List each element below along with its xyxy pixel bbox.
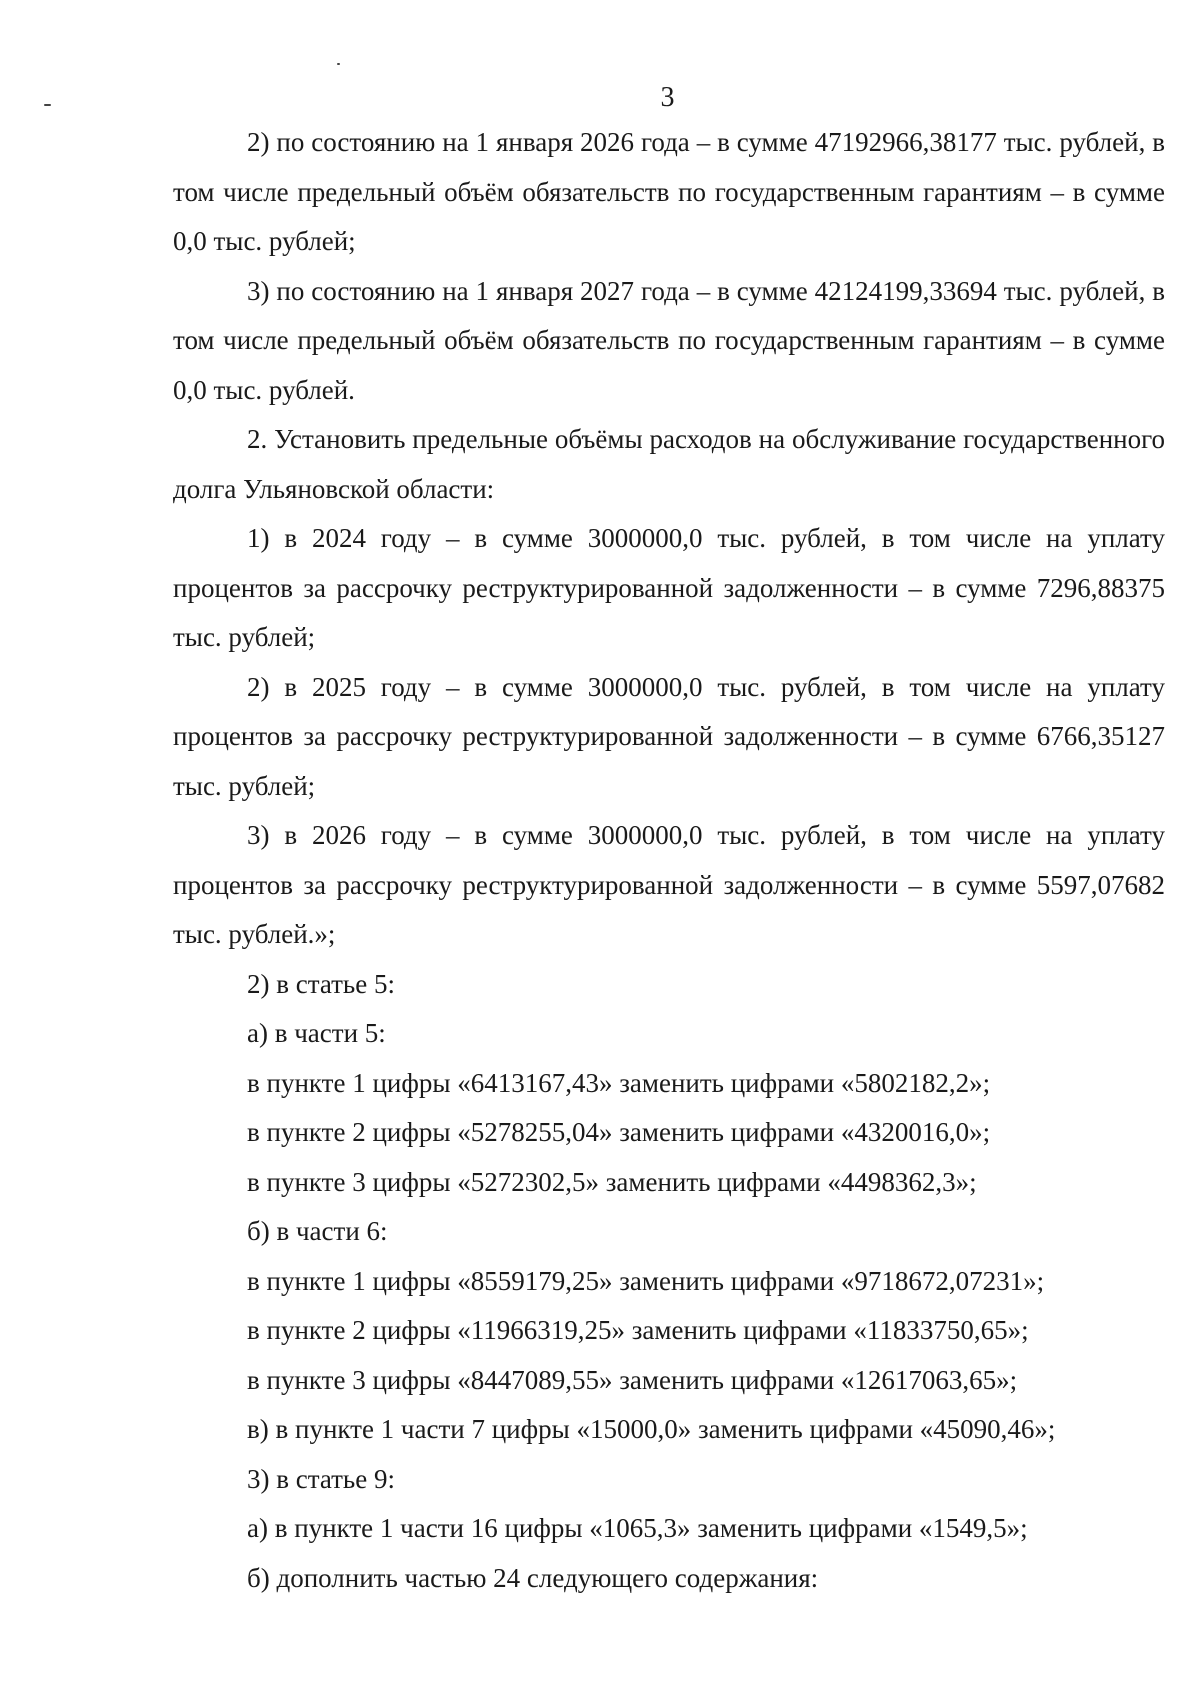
paragraph-article-5-part-5: а) в части 5: — [247, 1018, 386, 1048]
page-number: 3 — [660, 82, 675, 113]
paragraph-section-2-intro: 2. Установить предельные объёмы расходов на обслуживание государственного долга Ульяновской области: — [173, 424, 1165, 504]
scan-speck — [337, 63, 340, 65]
paragraph-expenses-2026: 3) в 2026 году – в сумме 3000000,0 тыс. рублей, в том числе на уплату процентов за рассрочку реструктурированной задолженности – в сумме 5597,07682 тыс. рублей.»; — [173, 820, 1165, 949]
paragraph-part-6-item-2: в пункте 2 цифры «11966319,25» заменить цифрами «11833750,65»; — [247, 1315, 1029, 1345]
paragraph-part-16-item-1: а) в пункте 1 части 16 цифры «1065,3» заменить цифрами «1549,5»; — [247, 1513, 1028, 1543]
paragraph-expenses-2024: 1) в 2024 году – в сумме 3000000,0 тыс. рублей, в том числе на уплату процентов за рассрочку реструктурированной задолженности – в сумме 7296,88375 тыс. рублей; — [173, 523, 1165, 652]
paragraph-debt-limit-2026: 2) по состоянию на 1 января 2026 года – в сумме 47192966,38177 тыс. рублей, в том числе предельный объём обязательств по государственным гарантиям – в сумме 0,0 тыс. рублей; — [173, 127, 1165, 256]
paragraph-expenses-2025: 2) в 2025 году – в сумме 3000000,0 тыс. рублей, в том числе на уплату процентов за рассрочку реструктурированной задолженности – в сумме 6766,35127 тыс. рублей; — [173, 671, 1165, 801]
paragraph-part-6-item-3: в пункте 3 цифры «8447089,55» заменить цифрами «12617063,65»; — [247, 1364, 1018, 1395]
paragraph-article-5-part-6: б) в части 6: — [247, 1216, 388, 1246]
paragraph-article-5: 2) в статье 5: — [247, 968, 395, 999]
paragraph-article-9: 3) в статье 9: — [247, 1463, 395, 1494]
paragraph-part-5-item-1: в пункте 1 цифры «6413167,43» заменить цифрами «5802182,2»; — [247, 1067, 991, 1098]
paragraph-debt-limit-2027: 3) по состоянию на 1 января 2027 года – в сумме 42124199,33694 тыс. рублей, в том числе предельный объём обязательств по государственным гарантиям – в сумме 0,0 тыс. рублей. — [173, 275, 1165, 405]
paragraph-add-part-24: б) дополнить частью 24 следующего содержания: — [247, 1562, 819, 1593]
paragraph-part-6-item-1: в пункте 1 цифры «8559179,25» заменить цифрами «9718672,07231»; — [247, 1265, 1045, 1296]
paragraph-part-5-item-3: в пункте 3 цифры «5272302,5» заменить цифрами «4498362,3»; — [247, 1166, 977, 1197]
paragraph-part-5-item-2: в пункте 2 цифры «5278255,04» заменить цифрами «4320016,0»; — [247, 1117, 991, 1147]
document-body — [173, 118, 1165, 1603]
paragraph-part-7-item-1: в) в пункте 1 части 7 цифры «15000,0» заменить цифрами «45090,46»; — [247, 1414, 1056, 1444]
